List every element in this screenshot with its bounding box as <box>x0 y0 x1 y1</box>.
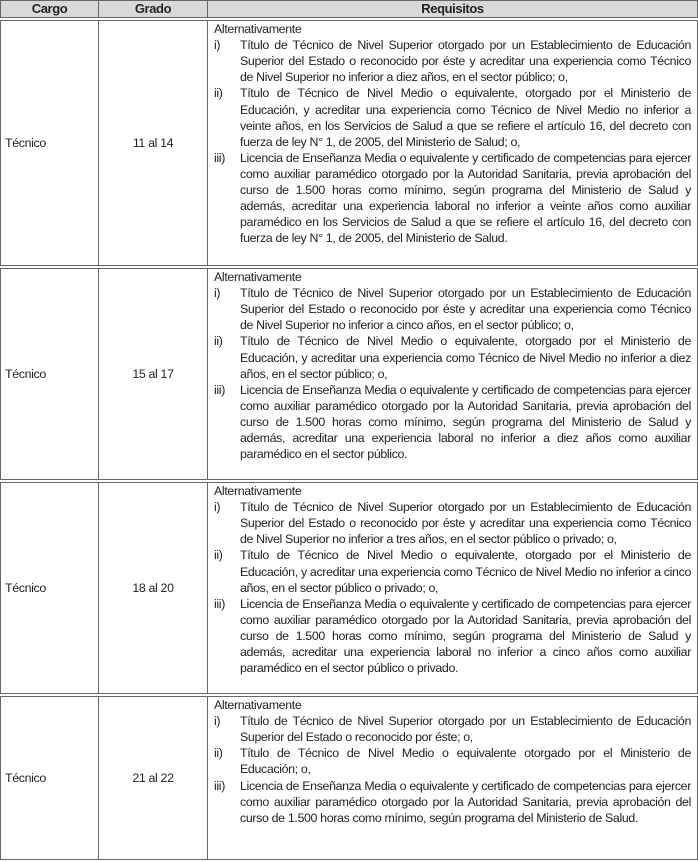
item-text: Título de Técnico de Nivel Superior otorgado por un Establecimiento de Educación Superior del Estado o reconocido por éste y acreditar una experiencia como Técnico de Nivel Superior no inferior a tres años, en el sector público o privado; o, <box>240 500 691 547</box>
cargo-cell: Técnico <box>0 20 99 266</box>
requirement-item <box>214 778 691 826</box>
table-row <box>0 482 698 694</box>
requirement-list <box>214 37 691 246</box>
requisitos-cell <box>208 696 698 860</box>
item-number: iii) <box>214 778 225 793</box>
item-number: i) <box>214 286 221 301</box>
requirement-item <box>214 85 691 149</box>
item-text: Licencia de Enseñanza Media o equivalente y certificado de competencias para ejercer como auxiliar paramédico otorgado por la Autoridad Sanitaria, previa aprobación del curso de 1.500 horas como mínimo, según programa del Ministerio de Salud y además, acreditar una experiencia laboral no inferior a veinte años como auxiliar paramédico en los Servicios de Salud a que se refiere el artículo 16, del decreto con fuerza de ley N° 1, de 2005, del Ministerio de Salud. <box>240 150 691 246</box>
item-number: ii) <box>214 548 223 563</box>
item-text: Título de Técnico de Nivel Superior otorgado por un Establecimiento de Educación Superior del Estado o reconocido por éste y acreditar una experiencia como Técnico de Nivel Superior no inferior a cinco años, en el sector público; o, <box>240 286 691 333</box>
table-row <box>0 268 698 480</box>
grado-cell: 15 al 17 <box>99 268 208 480</box>
table-row <box>0 696 698 860</box>
item-text: Licencia de Enseñanza Media o equivalente y certificado de competencias para ejercer como auxiliar paramédico otorgado por la Autoridad Sanitaria, previa aprobación del curso de 1.500 horas como mínimo, según programa del Ministerio de Salud. <box>240 778 691 825</box>
requirement-item <box>214 150 691 247</box>
requirement-item <box>214 333 691 381</box>
item-text: Título de Técnico de Nivel Superior otorgado por un Establecimiento de Educación Superior del Estado o reconocido por éste y acreditar una experiencia como Técnico de Nivel Superior no inferior a diez años, en el sector público; o, <box>240 38 691 85</box>
cargo-cell: Técnico <box>0 268 99 480</box>
requirement-item <box>214 745 691 777</box>
requirement-item <box>214 713 691 745</box>
item-number: i) <box>214 500 221 515</box>
requirement-item <box>214 499 691 547</box>
intro-text: Alternativamente <box>214 484 302 499</box>
intro-text: Alternativamente <box>214 22 302 37</box>
grado-cell: 18 al 20 <box>99 482 208 694</box>
item-number: i) <box>214 714 221 729</box>
cargo-cell: Técnico <box>0 482 99 694</box>
requisitos-cell <box>208 20 698 266</box>
item-number: iii) <box>214 150 225 165</box>
item-number: ii) <box>214 86 223 101</box>
intro-text: Alternativamente <box>214 270 302 285</box>
requirement-item <box>214 382 691 462</box>
grado-cell: 21 al 22 <box>99 696 208 860</box>
item-number: ii) <box>214 746 223 761</box>
requirement-item <box>214 285 691 333</box>
requirement-list <box>214 713 691 826</box>
item-text: Título de Técnico de Nivel Medio o equivalente otorgado por el Ministerio de Educación; o, <box>240 746 691 777</box>
requisitos-cell <box>208 268 698 480</box>
item-number: iii) <box>214 596 225 611</box>
item-number: iii) <box>214 382 225 397</box>
item-text: Título de Técnico de Nivel Medio o equivalente, otorgado por el Ministerio de Educación, y acreditar una experiencia como Técnico de Nivel Medio no inferior a veinte años, en los Servicios de Salud a que se refiere el artículo 16, del decreto con fuerza de ley N° 1, de 2005, del Ministerio de Salud; o, <box>240 86 691 149</box>
item-text: Título de Técnico de Nivel Medio o equivalente, otorgado por el Ministerio de Educación, y acreditar una experiencia como Técnico de Nivel Medio no inferior a diez años, en el sector público; o, <box>240 334 691 381</box>
intro-text: Alternativamente <box>214 698 302 713</box>
cargo-cell: Técnico <box>0 696 99 860</box>
requisitos-cell <box>208 482 698 694</box>
table-row <box>0 20 698 266</box>
requirement-item <box>214 37 691 85</box>
requirement-item <box>214 596 691 676</box>
item-number: i) <box>214 38 221 53</box>
item-number: ii) <box>214 334 223 349</box>
item-text: Licencia de Enseñanza Media o equivalente y certificado de competencias para ejercer como auxiliar paramédico otorgado por la Autoridad Sanitaria, previa aprobación del curso de 1.500 horas como mínimo, según programa del Ministerio de Salud y además, acreditar una experiencia laboral no inferior a diez años como auxiliar paramédico en el sector público. <box>240 382 691 462</box>
item-text: Título de Técnico de Nivel Medio o equivalente, otorgado por el Ministerio de Educación, y acreditar una experiencia como Técnico de Nivel Medio no inferior a cinco años, en el sector público o privado; o, <box>240 548 691 595</box>
requirement-list <box>214 499 691 676</box>
requirement-list <box>214 285 691 462</box>
header-requisitos: Requisitos <box>208 0 698 18</box>
grado-cell: 11 al 14 <box>99 20 208 266</box>
table-header <box>0 0 698 18</box>
header-cargo: Cargo <box>0 0 99 18</box>
item-text: Licencia de Enseñanza Media o equivalente y certificado de competencias para ejercer como auxiliar paramédico otorgado por la Autoridad Sanitaria, previa aprobación del curso de 1.500 horas como mínimo, según programa del Ministerio de Salud y además, acreditar una experiencia laboral no inferior a cinco años como auxiliar paramédico en el sector público o privado. <box>240 596 691 676</box>
item-text: Título de Técnico de Nivel Superior otorgado por un Establecimiento de Educación Superior del Estado o reconocido por éste; o, <box>240 714 691 745</box>
header-grado: Grado <box>99 0 208 18</box>
requirement-item <box>214 547 691 595</box>
